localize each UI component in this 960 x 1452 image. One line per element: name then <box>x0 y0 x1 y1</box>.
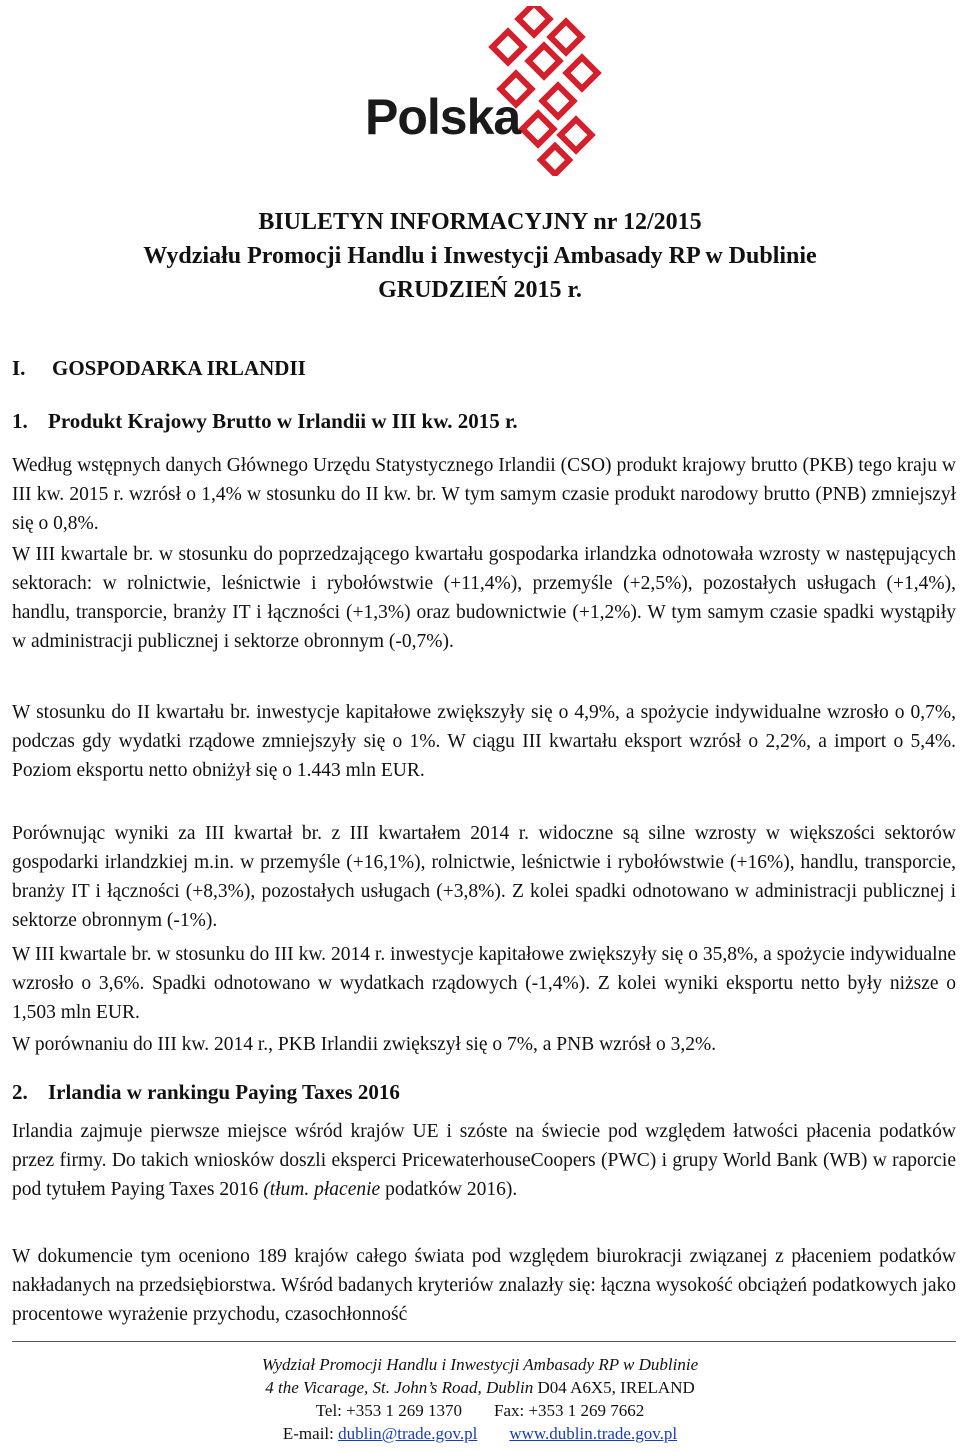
subsection-heading-gdp <box>12 409 518 434</box>
paragraph-gdp-yoy: W porównaniu do III kw. 2014 r., PKB Irlandii zwiększył się o 7%, a PNB wzrósł o 3,2%. <box>12 1034 717 1055</box>
subsection-heading-paying-taxes <box>12 1080 400 1105</box>
footer-department: Wydział Promocji Handlu i Inwestycji Ambasady RP w Dublinie <box>261 1355 699 1374</box>
paragraph-paying-taxes <box>12 1117 956 1204</box>
footer-address-postcode: D04 A6X5, IRELAND <box>533 1378 695 1397</box>
section-label: GOSPODARKA IRLANDII <box>52 356 306 380</box>
title-line-3: GRUDZIEŃ 2015 r. <box>378 277 582 303</box>
footer-contact <box>0 1422 960 1445</box>
paragraph-q3-sectors: W III kwartale br. w stosunku do poprzedzającego kwartału gospodarka irlandzka odnotowała wzrosty w następujących sektorach: w rolnictwie, leśnictwie i rybołówstwie (+11,4%), przemyśle (+2,5%), pozostałych usługach (+1,4%), handlu, transporcie, branży IT i łączności (+1,3%) oraz budownictwie (+1,2%). W tym samym czasie spadki wystąpiły w administracji publicznej i sektorze obronnym (-0,7%). <box>12 544 956 652</box>
footer <box>0 1353 960 1445</box>
footer-email-link[interactable]: dublin@trade.gov.pl <box>338 1424 478 1443</box>
footer-divider <box>12 1341 956 1342</box>
section-number: I. <box>12 356 26 380</box>
subsection-number: 2. <box>12 1080 28 1104</box>
title-line-1: BIULETYN INFORMACYJNY nr 12/2015 <box>258 209 702 235</box>
section-heading-economy <box>12 356 306 381</box>
paragraph-document-criteria: W dokumencie tym oceniono 189 krajów całego świata pod względem biurokracji związanej z płaceniem podatków nakładanych na przedsiębiorstwa. Wśród badanych kryteriów znalazły się: łączna wysokość obciążeń podatkowych jako procentowe wyrażenie przychodu, czasochłonność <box>12 1246 956 1325</box>
subsection-label: Irlandia w rankingu Paying Taxes 2016 <box>48 1080 400 1104</box>
paragraph-paying-taxes-main: Irlandia zajmuje pierwsze miejsce wśród krajów UE i szóste na świecie pod względem łatwości płacenia podatków przez firmy. Do takich wniosków doszli eksperci PricewaterhouseCoopers (PWC) i grupy World Bank (WB) w raporcie pod tytułem Paying Taxes 2016 <box>12 1121 956 1200</box>
footer-phone-fax <box>0 1399 960 1422</box>
footer-website-link[interactable]: www.dublin.trade.gov.pl <box>509 1424 678 1443</box>
title-line-2: Wydziału Promocji Handlu i Inwestycji Ambasady RP w Dublinie <box>143 243 817 269</box>
bulletin-title <box>0 205 960 307</box>
polska-logo <box>365 6 615 176</box>
polska-logo-text: Polska <box>365 89 521 145</box>
paragraph-yoy-sectors: Porównując wyniki za III kwartał br. z III kwartałem 2014 r. widoczne są silne wzrosty w większości sektorów gospodarki irlandzkiej m.in. w przemyśle (+16,1%), rolnictwie, leśnictwie i rybołówstwie (+16%), handlu, transporcie, branży IT i łączności (+8,3%), pozostałych usługach (+3,8%). Z kolei spadki odnotowano w administracji publicznej i sektorze obronnym (-1%). <box>12 823 956 931</box>
footer-fax: Fax: +353 1 269 7662 <box>493 1401 645 1420</box>
subsection-label: Produkt Krajowy Brutto w Irlandii w III kw. 2015 r. <box>48 409 518 433</box>
footer-address <box>0 1376 960 1399</box>
paragraph-paying-taxes-translation: (tłum. płacenie <box>263 1179 381 1200</box>
footer-address-street: 4 the Vicarage, St. John’s Road, Dublin <box>265 1378 534 1397</box>
paragraph-gdp-intro: Według wstępnych danych Głównego Urzędu Statystycznego Irlandii (CSO) produkt krajowy brutto (PKB) tego kraju w III kw. 2015 r. wzrósł o 1,4% w stosunku do II kw. br. W tym samym czasie produkt narodowy brutto (PNB) zmniejszył się o 0,8%. <box>12 455 956 534</box>
paragraph-paying-taxes-end: podatków 2016). <box>380 1179 518 1200</box>
footer-tel: Tel: +353 1 269 1370 <box>315 1401 462 1420</box>
paragraph-yoy-investment: W III kwartale br. w stosunku do III kw. 2014 r. inwestycje kapitałowe zwiększyły się o 35,8%, a spożycie indywidualne wzrosło o 3,6%. Spadki odnotowano w wydatkach rządowych (-1,4%). Z kolei wyniki eksportu netto były niższe o 1,503 mln EUR. <box>12 944 956 1023</box>
subsection-number: 1. <box>12 409 28 433</box>
paragraph-q2-comparison: W stosunku do II kwartału br. inwestycje kapitałowe zwiększyły się o 4,9%, a spożycie indywidualne wzrosło o 0,7%, podczas gdy wydatki rządowe zmniejszyły się o 1%. W ciągu III kwartału eksport wzrósł o 2,2%, a import o 5,4%. Poziom eksportu netto obniżył się o 1.443 mln EUR. <box>12 702 956 781</box>
footer-email-label: E-mail: <box>282 1424 339 1443</box>
